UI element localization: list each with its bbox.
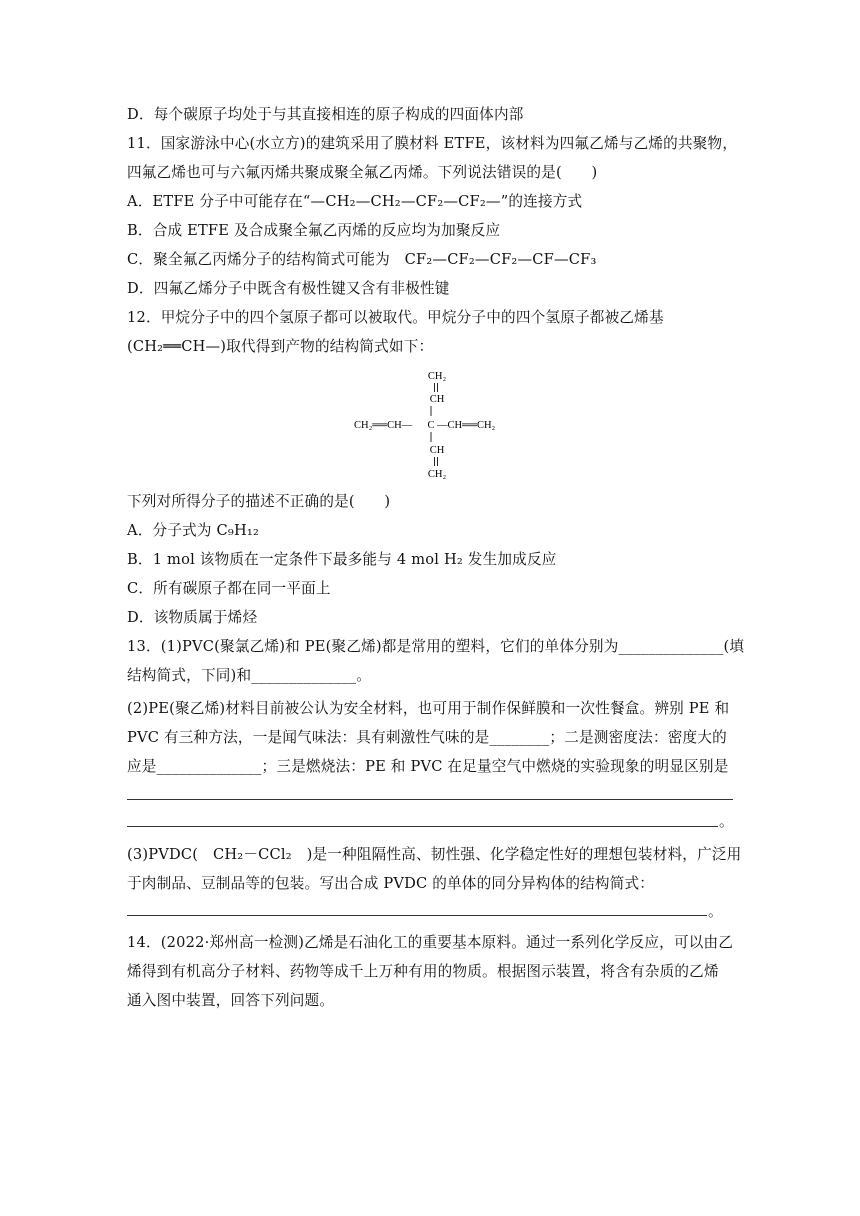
- q14-stem-line3: 通入图中装置，回答下列问题。: [127, 992, 335, 1009]
- q11-option-b: B．合成 ETFE 及合成聚全氟乙丙烯的反应均为加聚反应: [127, 222, 501, 239]
- q12-stem-line3: 下列对所得分子的描述不正确的是( ): [127, 493, 391, 510]
- q13-part1-line2: 结构简式，下同)和______________。: [127, 667, 371, 684]
- q12-option-c: C．所有碳原子都在同一平面上: [127, 580, 331, 597]
- q13-part2-end-mark: 。: [719, 813, 734, 830]
- q12-stem-line2: (CH₂══CH—)取代得到产物的结构简式如下：: [127, 338, 434, 355]
- answer-blank-line[interactable]: [127, 799, 733, 800]
- q13-part3-end-mark: 。: [708, 903, 723, 920]
- formula-top-ch: CH: [429, 394, 445, 405]
- q12-option-d: D．该物质属于烯烃: [127, 609, 258, 626]
- formula-bottom-ch: CH: [429, 445, 445, 456]
- q11-option-c: C．聚全氟乙丙烯分子的结构简式可能为 CF₂—CF₂—CF₂—CF—CF₃: [127, 251, 597, 268]
- q11-option-a: A．ETFE 分子中可能存在“—CH₂—CH₂—CF₂—CF₂—”的连接方式: [127, 193, 583, 210]
- formula-left-group: CH₂══CH—: [354, 420, 413, 431]
- q13-part1-line1: 13．(1)PVC(聚氯乙烯)和 PE(聚乙烯)都是常用的塑料，它们的单体分别为______________(填: [127, 638, 745, 655]
- q13-part2-line2: PVC 有三种方法，一是闻气味法：具有刺激性气味的是________；二是测密度法：密度大的: [127, 729, 727, 746]
- q13-part3-line2: 于肉制品、豆制品等的包装。写出合成 PVDC 的单体的同分异构体的结构简式：: [127, 875, 655, 892]
- q14-stem-line2: 烯得到有机高分子材料、药物等成千上万种有用的物质。根据图示装置，将含有杂质的乙烯: [127, 963, 719, 980]
- q12-option-a: A．分子式为 C₉H₁₂: [127, 522, 259, 539]
- answer-blank-line[interactable]: [127, 915, 707, 916]
- q10-option-d: D．每个碳原子均处于与其直接相连的原子构成的四面体内部: [127, 106, 524, 123]
- formula-right-group: —CH══CH₂: [437, 420, 496, 431]
- q11-stem-line2: 四氟乙烯也可与六氟丙烯共聚成聚全氟乙丙烯。下列说法错误的是( ): [127, 164, 598, 181]
- formula-bottom-ch2: CH₂: [427, 469, 447, 480]
- q11-stem-line1: 11．国家游泳中心(水立方)的建筑采用了膜材料 ETFE，该材料为四氟乙烯与乙烯的共聚物，: [127, 135, 738, 152]
- q13-part2-line3: 应是______________；三是燃烧法：PE 和 PVC 在足量空气中燃烧的实验现象的明显区别是: [127, 758, 729, 775]
- formula-top-ch2: CH₂: [427, 371, 447, 382]
- q13-part2-line1: (2)PE(聚乙烯)材料目前被公认为安全材料，也可用于制作保鲜膜和一次性餐盒。辨别 PE 和: [127, 700, 730, 717]
- q12-option-b: B．1 mol 该物质在一定条件下最多能与 4 mol H₂ 发生加成反应: [127, 551, 557, 568]
- q11-option-d: D．四氟乙烯分子中既含有极性键又含有非极性键: [127, 280, 450, 297]
- formula-center-carbon: C: [427, 420, 435, 431]
- q13-part3-line1: (3)PVDC( CH₂－CCl₂ )是一种阻隔性高、韧性强、化学稳定性好的理想包装材料，广泛用: [127, 846, 742, 863]
- q12-stem-line1: 12．甲烷分子中的四个氢原子都可以被取代。甲烷分子中的四个氢原子都被乙烯基: [127, 309, 664, 326]
- answer-blank-line[interactable]: [127, 826, 718, 827]
- structural-formula: [352, 368, 512, 480]
- q14-stem-line1: 14．(2022·郑州高一检测)乙烯是石油化工的重要基本原料。通过一系列化学反应，可以由乙: [127, 934, 734, 951]
